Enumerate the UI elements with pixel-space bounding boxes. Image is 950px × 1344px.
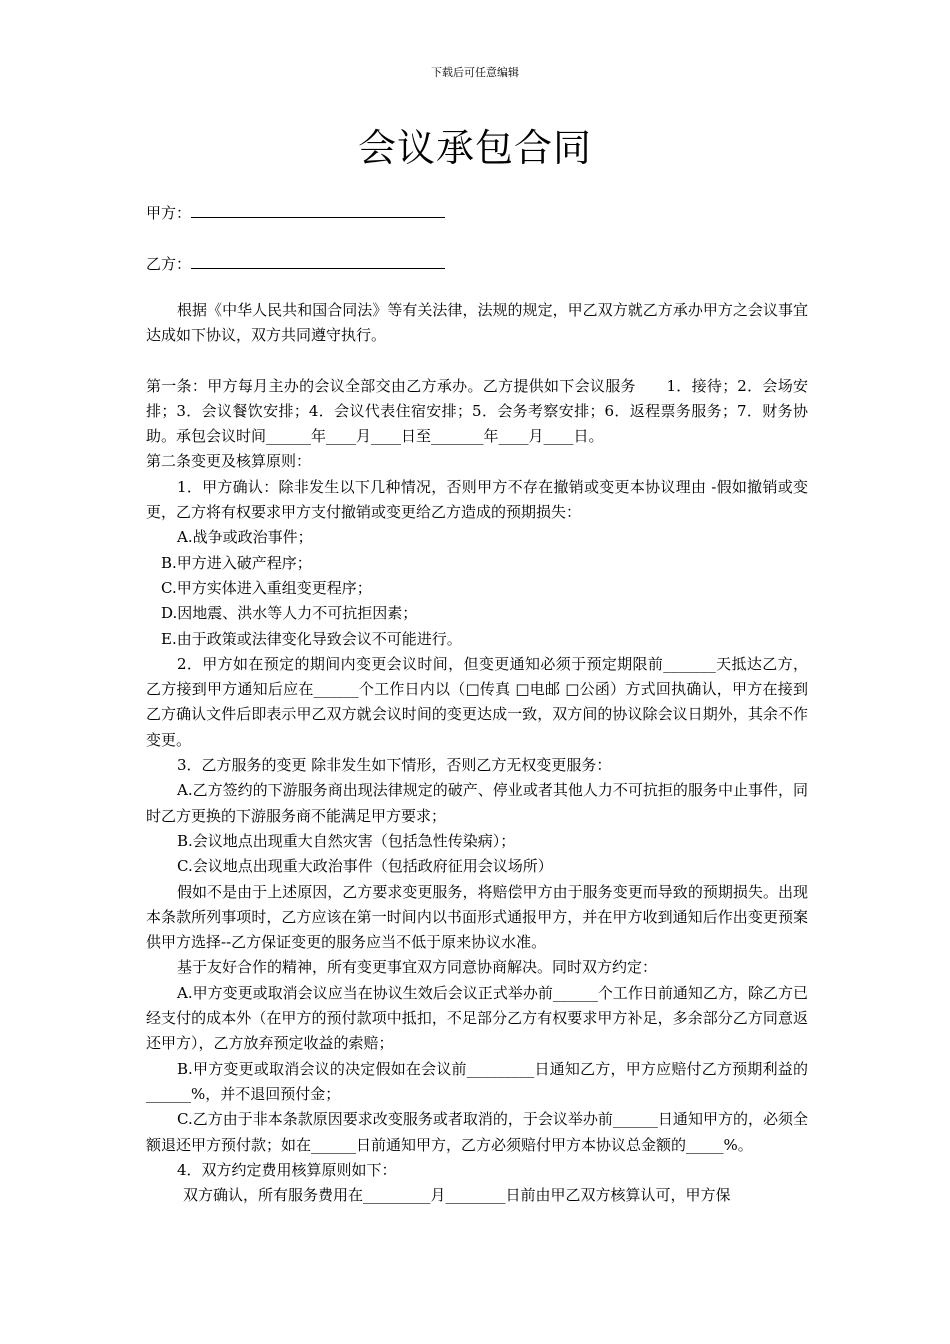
party-a-blank-line: [191, 200, 445, 218]
paragraph-gap: [146, 349, 808, 374]
paragraph-clause-4-body: 双方确认，所有服务费用在_________月________日前由甲乙双方核算认可，甲方保: [183, 1186, 731, 1205]
party-a-field: [146, 200, 445, 225]
paragraph-item-e: E.由于政策或法律变化导致会议不可能进行。: [161, 629, 462, 648]
header-note: 下载后可任意编辑: [431, 66, 519, 79]
paragraph-clause-3: 3．乙方服务的变更 除非发生如下情形，否则乙方无权变更服务：: [177, 756, 612, 775]
paragraph-compensation: 假如不是由于上述原因，乙方要求变更服务，将赔偿甲方由于服务变更而导致的预期损失。出现本条款所列事项时，乙方应该在第一时间内以书面形式通报甲方，并在甲方收到通知后作出变更预案供甲方选择--乙方保证变更的服务应当不低于原来协议水准。: [146, 882, 808, 952]
document-title: 会议承包合同: [357, 126, 592, 170]
paragraph-clause-3-b: B.会议地点出现重大自然灾害（包括急性传染病）；: [177, 831, 516, 850]
paragraph-clause-3-c: C.会议地点出现重大政治事件（包括政府征用会议场所）: [177, 857, 553, 876]
paragraph-clause-2: 2．甲方如在预定的期间内变更会议时间，但变更通知必须于预定期限前_______天抵达乙方，乙方接到甲方通知后应在______个工作日内以（□传真 □电邮 □公函）方式回执确认，甲方在接到乙方确认文件后即表示甲乙双方就会议时间的变更达成一致，双方间的协议除会议日期外，其余不作变更。: [146, 654, 808, 749]
paragraph-clause-4: 4．双方约定费用核算原则如下：: [177, 1160, 397, 1179]
paragraph-preamble: 根据《中华人民共和国合同法》等有关法律，法规的规定，甲乙双方就乙方承办甲方之会议事宜达成如下协议，双方共同遵守执行。: [146, 301, 808, 345]
party-b-field: [146, 251, 445, 276]
paragraph-article-1: 第一条：甲方每月主办的会议全部交由乙方承办。乙方提供如下会议服务 1．接待；2．会场安排；3．会议餐饮安排；4．会议代表住宿安排；5．会务考察安排；6．返程票务服务；7．财务协助。承包会议时间______年____月____日至_______年____月____日。: [146, 376, 808, 446]
paragraph-item-b: B.甲方进入破产程序；: [161, 553, 312, 572]
paragraph-item-d: D.因地震、洪水等人力不可抗拒因素；: [161, 604, 418, 623]
paragraph-clause-1: 1．甲方确认：除非发生以下几种情况，否则甲方不存在撤销或变更本协议理由 -假如撤销或变更，乙方将有权要求甲方支付撤销或变更给乙方造成的预期损失：: [146, 477, 808, 522]
paragraph-agreement-c: C.乙方由于非本条款原因要求改变服务或者取消的，于会议举办前______日通知甲方的，必须全额退还甲方预付款；如在______日前通知甲方，乙方必须赔付甲方本协议总金额的_____%。: [146, 1110, 808, 1154]
party-b-label: 乙方：: [146, 255, 192, 273]
paragraph-clause-3-a: A.乙方签约的下游服务商出现法律规定的破产、停业或者其他人力不可抗拒的服务中止事件，同时乙方更换的下游服务商不能满足甲方要求；: [146, 781, 808, 825]
paragraph-item-c: C.甲方实体进入重组变更程序；: [161, 578, 372, 597]
paragraph-item-a: A.战争或政治事件；: [177, 528, 313, 547]
party-b-blank-line: [191, 251, 445, 269]
paragraph-agreement-a: A.甲方变更或取消会议应当在协议生效后会议正式举办前______个工作日前通知乙方，除乙方已经支付的成本外（在甲方的预付款项中抵扣，不足部分乙方有权要求甲方补足，多余部分乙方同意返还甲方），乙方放弃预定收益的索赔；: [146, 983, 808, 1053]
paragraph-article-2-heading: 第二条变更及核算原则：: [146, 452, 312, 471]
paragraph-agreement: 基于友好合作的精神，所有变更事宜双方同意协商解决。同时双方约定：: [177, 958, 658, 977]
paragraph-agreement-b: B.甲方变更或取消会议的决定假如在会议前_________日通知乙方，甲方应赔付乙方预期利益的______%，并不退回预付金；: [146, 1059, 808, 1103]
party-a-label: 甲方：: [146, 204, 192, 222]
contract-body: [146, 298, 808, 1208]
